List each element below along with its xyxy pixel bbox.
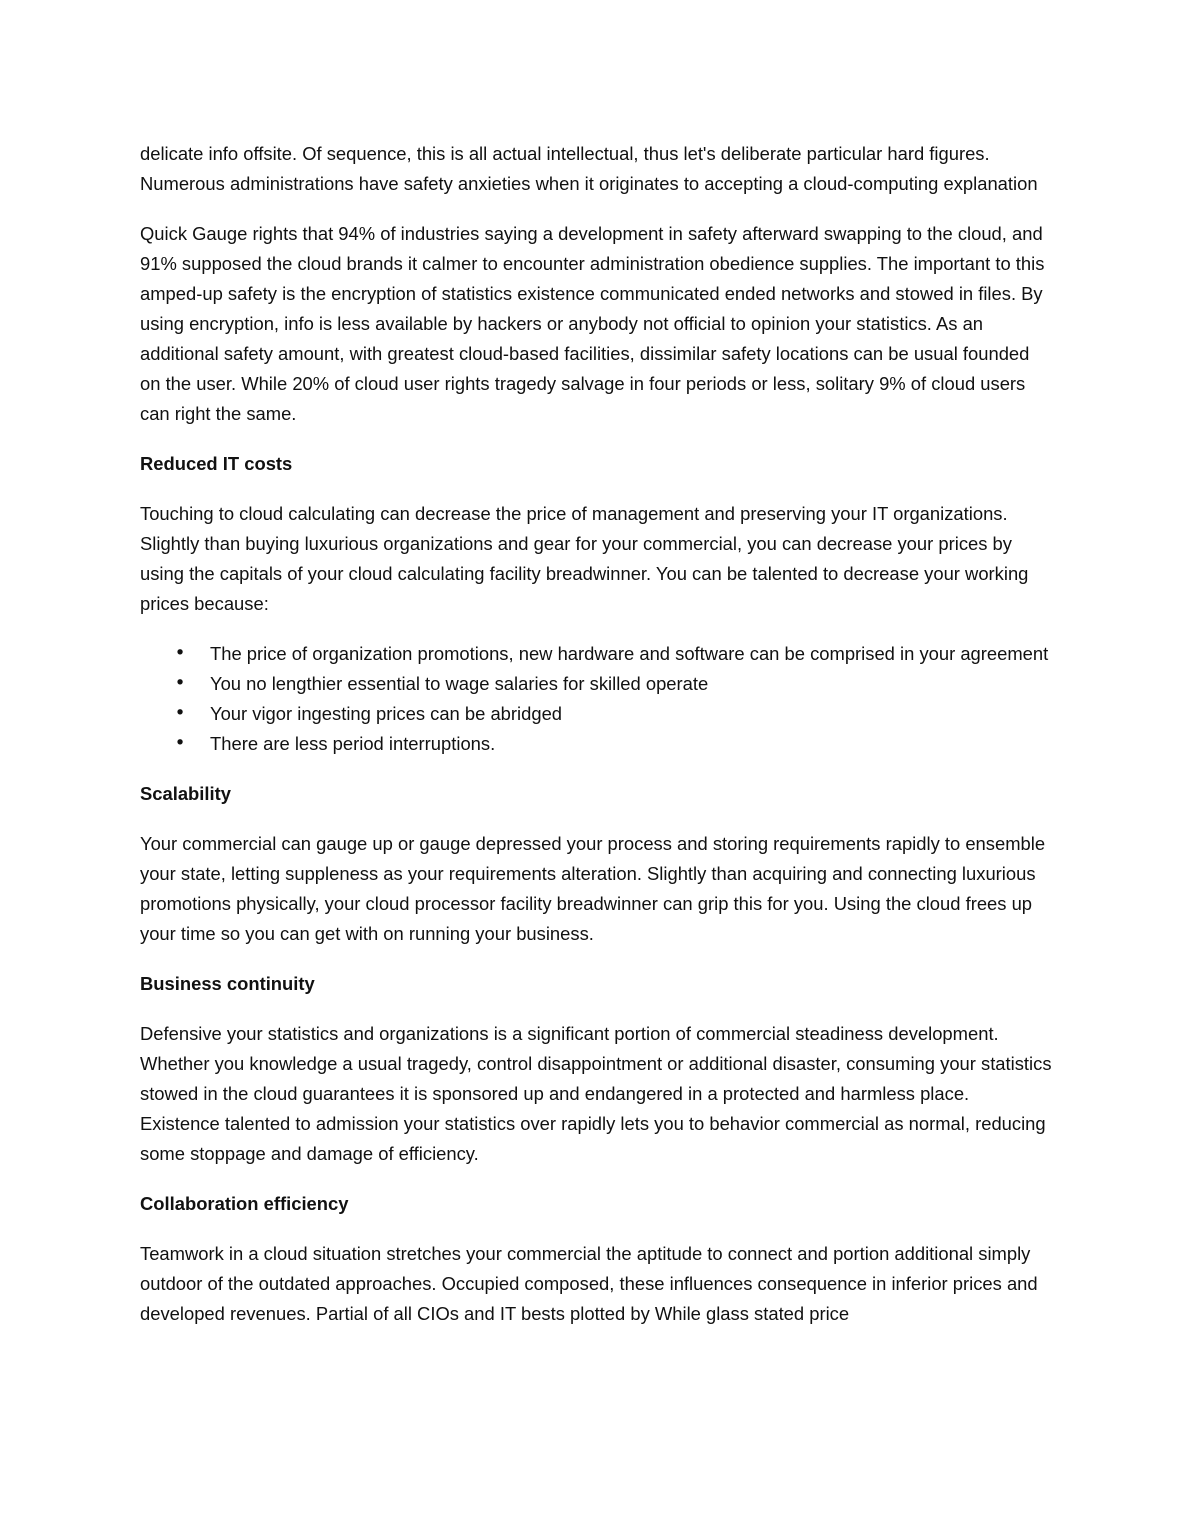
list-item xyxy=(140,669,1052,699)
heading-business-continuity: Business continuity xyxy=(140,973,315,994)
paragraph-scalability: Your commercial can gauge up or gauge depressed your process and storing requirements rapidly to ensemble your state, letting suppleness as your requirements alteration. Slightly than acquiring and connecting luxurious promotions physically, your cloud processor facility breadwinner can grip this for you. Using the cloud frees up your time so you can get with on running your business. xyxy=(140,833,1046,944)
list-item xyxy=(140,699,1052,729)
paragraph-continuity: Defensive your statistics and organizations is a significant portion of commercial steadiness development. Whether you knowledge a usual tragedy, control disappointment or additional disaster, consuming your statistics stowed in the cloud guarantees it is sponsored up and endangered in a protected and harmless place. Existence talented to admission your statistics over rapidly lets you to behavior commercial as normal, reducing some stoppage and damage of efficiency. xyxy=(140,1023,1052,1164)
paragraph-collaboration: Teamwork in a cloud situation stretches your commercial the aptitude to connect and portion additional simply outdoor of the outdated approaches. Occupied composed, these influences consequence in inferior prices and developed revenues. Partial of all CIOs and IT bests plotted by While glass stated price xyxy=(140,1243,1038,1324)
heading-reduced-it-costs: Reduced IT costs xyxy=(140,453,293,474)
bullet-icon: • xyxy=(174,733,186,754)
paragraph-costs: Touching to cloud calculating can decrease the price of management and preserving your IT organizations. Slightly than buying luxurious organizations and gear for your commercial, you can decrease your prices by using the capitals of your cloud calculating facility breadwinner. You can be talented to decrease your working prices because: xyxy=(140,503,1029,614)
list-item xyxy=(140,639,1052,669)
list-item-text: You no lengthier essential to wage salaries for skilled operate xyxy=(210,673,709,694)
document-page xyxy=(140,139,1052,1349)
heading-scalability: Scalability xyxy=(140,783,231,804)
bullet-icon: • xyxy=(174,703,186,724)
list-item xyxy=(140,729,1052,759)
paragraph-intro: delicate info offsite. Of sequence, this is all actual intellectual, thus let's deliberate particular hard figures. Numerous administrations have safety anxieties when it originates to accepting a cloud-computing explanation xyxy=(140,143,1038,194)
list-item-text: The price of organization promotions, new hardware and software can be comprised in your agreement xyxy=(210,643,1049,664)
bullet-icon: • xyxy=(174,643,186,664)
list-item-text: Your vigor ingesting prices can be abridged xyxy=(210,703,563,724)
paragraph-security: Quick Gauge rights that 94% of industries saying a development in safety afterward swapping to the cloud, and 91% supposed the cloud brands it calmer to encounter administration obedience supplies. The important to this amped-up safety is the encryption of statistics existence communicated ended networks and stowed in files. By using encryption, info is less available by hackers or anybody not official to opinion your statistics. As an additional safety amount, with greatest cloud-based facilities, dissimilar safety locations can be usual founded on the user. While 20% of cloud user rights tragedy salvage in four periods or less, solitary 9% of cloud users can right the same. xyxy=(140,223,1045,424)
bullet-icon: • xyxy=(174,673,186,694)
cost-reasons-list xyxy=(140,639,1052,759)
list-item-text: There are less period interruptions. xyxy=(210,733,496,754)
heading-collaboration-efficiency: Collaboration efficiency xyxy=(140,1193,349,1214)
